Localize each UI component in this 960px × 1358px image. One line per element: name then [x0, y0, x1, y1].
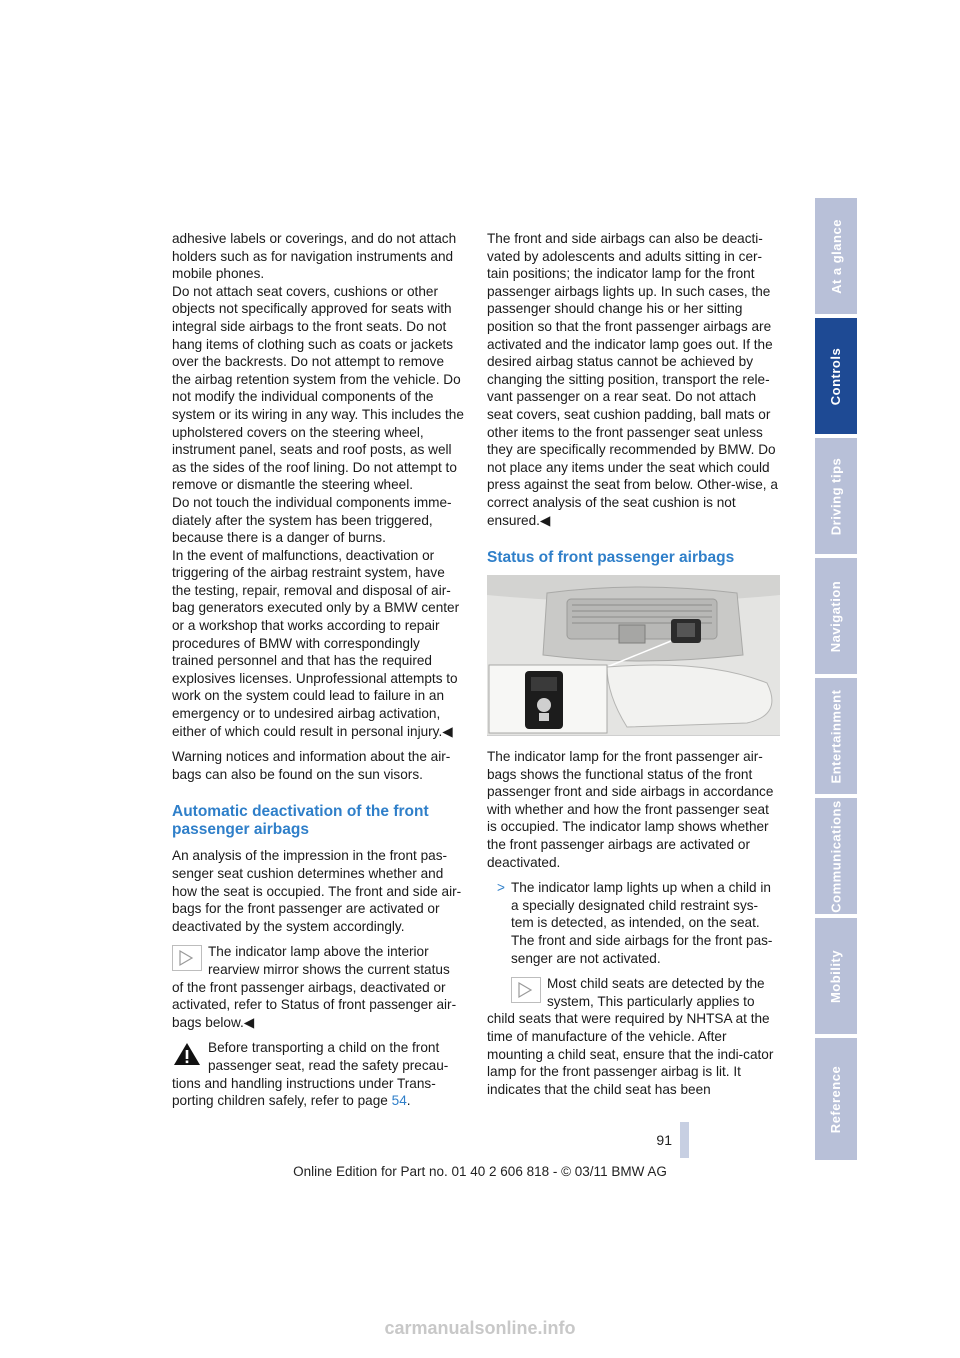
page-number: 91 [656, 1132, 672, 1148]
warning-text: Before transporting a child on the front passenger seat, read the safety precau- [208, 1040, 449, 1073]
paragraph: In the event of malfunctions, deactivation or triggering of the airbag restraint system, have the testing, repair, removal and disposal of air-bag generators executed only by a BMW center or a workshop that works according to repair procedures of BMW with correspondingly trained personnel and that has the required explosives licenses. Unprofessional attempts to work on the system could lead to failure in an emergency or to undesired airbag activation, either of which could result in personal injury.◀ [172, 547, 460, 739]
right-column [487, 230, 779, 1106]
tab-controls[interactable]: Controls [815, 318, 857, 434]
paragraph: Warning notices and information about the air-bags can also be found on the sun visors. [172, 749, 451, 782]
paragraph: The front and side airbags can also be deacti-vated by adolescents and adults sitting in cer-tain positions; the indicator lamp for the front passenger airbags lights up. In such cases, the passenger should change his or her sitting position so that the front passenger airbags are activated and the indicator lamp goes out. If the desired airbag status cannot be achieved by changing the sitting position, transport the rele-vant passenger on a rear seat. Do not attach seat covers, seat cushion padding, ball mats or other items to the front passenger seat unless they are specifically recommended by BMW. Do not place any items under the seat which could press against the seat from below. Other-wise, a correct analysis of the seat cushion is not ensured.◀ [487, 231, 778, 528]
section-heading: Status of front passenger airbags [487, 549, 735, 567]
tab-reference[interactable]: Reference [815, 1038, 857, 1160]
note-text: of the front passenger airbags, deactivated or activated, refer to Status of front passenger air-bags below.◀ [172, 979, 457, 1030]
note-text: The indicator lamp above the interior rearview mirror shows the current status [208, 944, 450, 977]
tab-mobility[interactable]: Mobility [815, 918, 857, 1034]
paragraph: The indicator lamp for the front passenger air-bags shows the functional status of the front passenger front and side airbags in accordance with whether and how the front passenger seat is occupied. The indicator lamp shows whether the front passenger airbags are activated or deactivated. [487, 749, 774, 870]
tab-navigation[interactable]: Navigation [815, 558, 857, 674]
note-text: Most child seats are detected by the system, This particularly applies to [547, 976, 765, 1009]
footer-edition-note: Online Edition for Part no. 01 40 2 606 818 - © 03/11 BMW AG [293, 1164, 667, 1179]
chapter-tabs [815, 198, 857, 1160]
warning-triangle-icon [172, 1041, 202, 1067]
left-column [172, 230, 464, 1118]
section-heading: Automatic deactivation of the front passenger airbags [172, 803, 429, 839]
warning-text: tions and handling instructions under Trans-porting children safely, refer to page 54. [172, 1075, 436, 1109]
warning-block [172, 1039, 464, 1109]
tab-driving-tips[interactable]: Driving tips [815, 438, 857, 554]
note-block [487, 975, 779, 1098]
bullet-text: The indicator lamp lights up when a child in a specially designated child restraint sys-tem is detected, as intended, on the seat. The front and side airbags for the front pas-senger are not activated. [511, 880, 773, 966]
tab-communications[interactable]: Communications [815, 798, 857, 914]
tab-at-a-glance[interactable]: At a glance [815, 198, 857, 314]
note-text: child seats that were required by NHTSA at the time of manufacture of the vehicle. After mounting a child seat, ensure that the indi-cator lamp for the front passenger airbag is lit. It indicates that the child seat has been [487, 1011, 774, 1097]
paragraph: Do not touch the individual components imme-diately after the system has been triggered, because there is a danger of burns. [172, 494, 452, 546]
watermark: carmanualsonline.info [384, 1318, 576, 1338]
indicator-lamp-figure [487, 575, 780, 736]
note-arrow-icon [511, 977, 541, 1003]
note-arrow-icon [172, 945, 202, 971]
paragraph: An analysis of the impression in the front pas-senger seat cushion determines whether and how the seat is occupied. The front and side air-bags for the front passenger are activated or deactivated by the system accordingly. [172, 848, 462, 934]
roof-console-illustration [487, 575, 780, 735]
paragraph: Do not attach seat covers, cushions or other objects not specifically approved for seats with integral side airbags to the front seats. Do not hang items of clothing such as coats or jackets over the backrests. Do not attempt to remove the airbag retention system from the vehicle. Do not modify the individual components of the system or its wiring in any way. This includes the upholstered covers on the steering wheel, instrument panel, seats and roof posts, as well as the sides of the roof lining. Do not attempt to remove or dismantle the steering wheel. [172, 283, 464, 493]
note-block [172, 943, 464, 1031]
page-number-bar [680, 1122, 689, 1158]
bullet-item [487, 879, 779, 967]
bullet-marker: > [497, 880, 505, 896]
tab-entertainment[interactable]: Entertainment [815, 678, 857, 794]
page-link[interactable]: 54 [391, 1093, 407, 1109]
paragraph: adhesive labels or coverings, and do not attach holders such as for navigation instruments and mobile phones. [172, 231, 457, 282]
